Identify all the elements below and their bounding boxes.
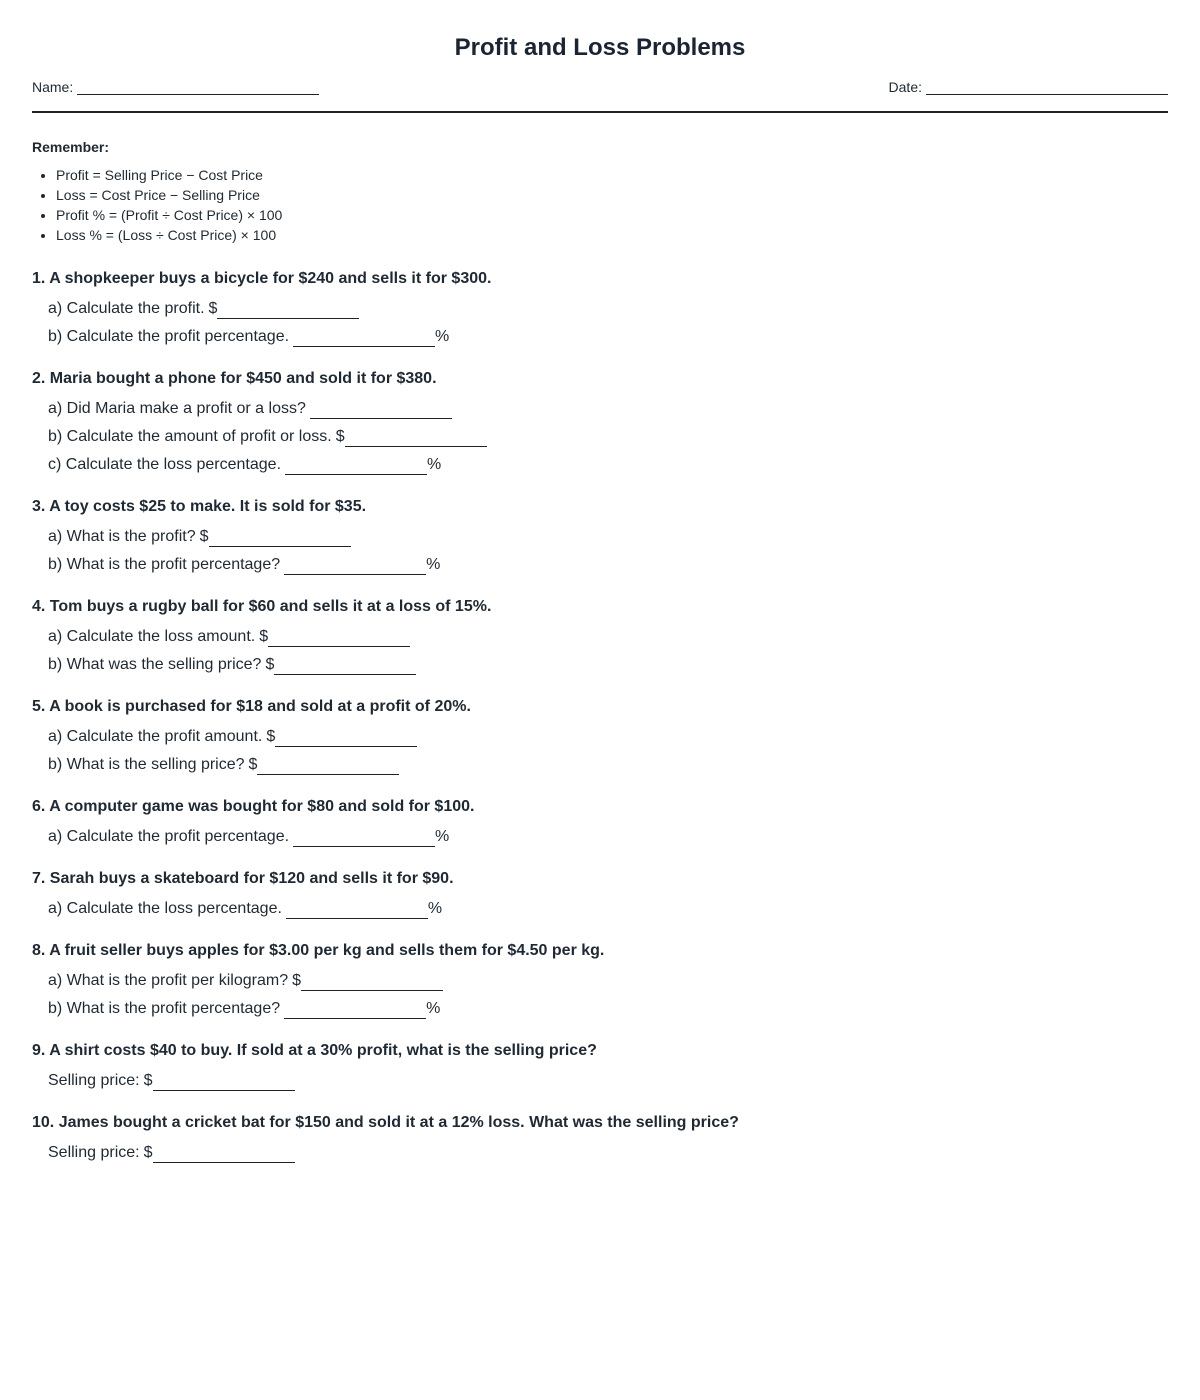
question-text: 2. Maria bought a phone for $450 and sold it for $380. <box>32 370 437 387</box>
answer-prefix: $ <box>266 728 276 745</box>
part-label: Selling price: <box>48 1072 140 1089</box>
question-text: 1. A shopkeeper buys a bicycle for $240 and sells it for $300. <box>32 270 492 287</box>
name-field <box>32 79 319 95</box>
part-label: a) Calculate the loss amount. <box>48 628 256 645</box>
question-5 <box>32 697 1168 775</box>
answer-blank[interactable] <box>284 1004 426 1019</box>
question-part <box>48 971 1168 991</box>
question-part <box>48 727 1168 747</box>
part-label: a) Calculate the profit amount. <box>48 728 263 745</box>
question-text: 7. Sarah buys a skateboard for $120 and sells it for $90. <box>32 870 454 887</box>
answer-blank[interactable] <box>217 304 359 319</box>
question-text: 8. A fruit seller buys apples for $3.00 per kg and sells them for $4.50 per kg. <box>32 942 605 959</box>
question-part <box>48 299 1168 319</box>
answer-blank[interactable] <box>153 1076 295 1091</box>
question-part <box>48 1071 1168 1091</box>
answer-suffix: % <box>435 828 450 845</box>
answer-blank[interactable] <box>209 532 351 547</box>
question-10 <box>32 1113 1168 1163</box>
question-8 <box>32 941 1168 1019</box>
part-label: a) Did Maria make a profit or a loss? <box>48 400 306 417</box>
answer-blank[interactable] <box>310 404 452 419</box>
part-label: a) Calculate the profit. <box>48 300 205 317</box>
question-3 <box>32 497 1168 575</box>
question-text: 5. A book is purchased for $18 and sold at a profit of 20%. <box>32 698 471 715</box>
date-label: Date: <box>888 79 922 95</box>
formula-item: • Loss = Cost Price − Selling Price <box>56 185 1168 205</box>
formula-list <box>32 165 1168 245</box>
answer-prefix: $ <box>208 300 218 317</box>
answer-prefix: $ <box>199 528 209 545</box>
answer-blank[interactable] <box>284 560 426 575</box>
answer-blank[interactable] <box>275 732 417 747</box>
answer-prefix: $ <box>292 972 301 989</box>
answer-blank[interactable] <box>268 632 410 647</box>
remember-box <box>32 139 1168 245</box>
answer-prefix: $ <box>335 428 345 445</box>
part-label: b) What is the selling price? <box>48 756 245 773</box>
part-label: b) Calculate the amount of profit or loss. <box>48 428 332 445</box>
part-label: a) Calculate the loss percentage. <box>48 900 282 917</box>
answer-prefix: $ <box>143 1144 153 1161</box>
answer-suffix: % <box>426 1000 441 1017</box>
answer-blank[interactable] <box>293 832 435 847</box>
answer-suffix: % <box>427 900 443 917</box>
date-blank-line[interactable] <box>926 79 1168 95</box>
formula-item: • Loss % = (Loss ÷ Cost Price) × 100 <box>56 225 1168 245</box>
answer-blank[interactable] <box>293 332 435 347</box>
formula-item: • Profit = Selling Price − Cost Price <box>56 165 1168 185</box>
question-list <box>32 269 1168 1163</box>
answer-suffix: % <box>435 328 450 345</box>
question-part <box>48 827 1168 847</box>
formula-item: • Profit % = (Profit ÷ Cost Price) × 100 <box>56 205 1168 225</box>
remember-title: Remember: <box>32 139 110 155</box>
answer-prefix: $ <box>265 656 275 673</box>
worksheet-page <box>32 0 1168 1185</box>
answer-prefix: $ <box>259 628 269 645</box>
question-part <box>48 755 1168 775</box>
name-blank-line[interactable] <box>77 79 319 95</box>
answer-blank[interactable] <box>274 660 416 675</box>
question-6 <box>32 797 1168 847</box>
part-label: b) What is the profit percentage? <box>48 1000 281 1017</box>
question-part <box>48 327 1168 347</box>
question-part <box>48 1143 1168 1163</box>
answer-suffix: % <box>426 556 441 573</box>
part-label: b) What was the selling price? <box>48 656 262 673</box>
question-part <box>48 655 1168 675</box>
answer-blank[interactable] <box>286 904 428 919</box>
date-field <box>889 79 1168 95</box>
name-label: Name: <box>32 79 74 95</box>
answer-blank[interactable] <box>285 460 427 475</box>
part-label: a) What is the profit per kilogram? <box>48 972 289 989</box>
question-part <box>48 899 1168 919</box>
question-part <box>48 627 1168 647</box>
question-text: 10. James bought a cricket bat for $150 and sold it at a 12% loss. What was the selling price? <box>32 1114 739 1131</box>
question-part <box>48 999 1168 1019</box>
question-part <box>48 455 1168 475</box>
question-1 <box>32 269 1168 347</box>
part-label: b) What is the profit percentage? <box>48 556 281 573</box>
question-text: 9. A shirt costs $40 to buy. If sold at a 30% profit, what is the selling price? <box>32 1042 597 1059</box>
question-2 <box>32 369 1168 475</box>
part-label: c) Calculate the loss percentage. <box>48 456 282 473</box>
question-part <box>48 427 1168 447</box>
question-text: 3. A toy costs $25 to make. It is sold for $35. <box>32 498 367 515</box>
page-title: Profit and Loss Problems <box>454 34 746 61</box>
part-label: Selling price: <box>48 1144 140 1161</box>
part-label: a) What is the profit? <box>48 528 196 545</box>
question-9 <box>32 1041 1168 1091</box>
answer-prefix: $ <box>143 1072 153 1089</box>
question-part <box>48 399 1168 419</box>
answer-blank[interactable] <box>345 432 487 447</box>
question-part <box>48 527 1168 547</box>
answer-blank[interactable] <box>301 976 443 991</box>
question-part <box>48 555 1168 575</box>
answer-blank[interactable] <box>257 760 399 775</box>
question-text: 4. Tom buys a rugby ball for $60 and sells it at a loss of 15%. <box>32 598 492 615</box>
question-4 <box>32 597 1168 675</box>
part-label: b) Calculate the profit percentage. <box>48 328 290 345</box>
answer-prefix: $ <box>248 756 258 773</box>
header-row <box>32 79 1168 113</box>
answer-suffix: % <box>427 456 442 473</box>
question-text: 6. A computer game was bought for $80 and sold for $100. <box>32 798 475 815</box>
part-label: a) Calculate the profit percentage. <box>48 828 290 845</box>
question-7 <box>32 869 1168 919</box>
answer-blank[interactable] <box>153 1148 295 1163</box>
